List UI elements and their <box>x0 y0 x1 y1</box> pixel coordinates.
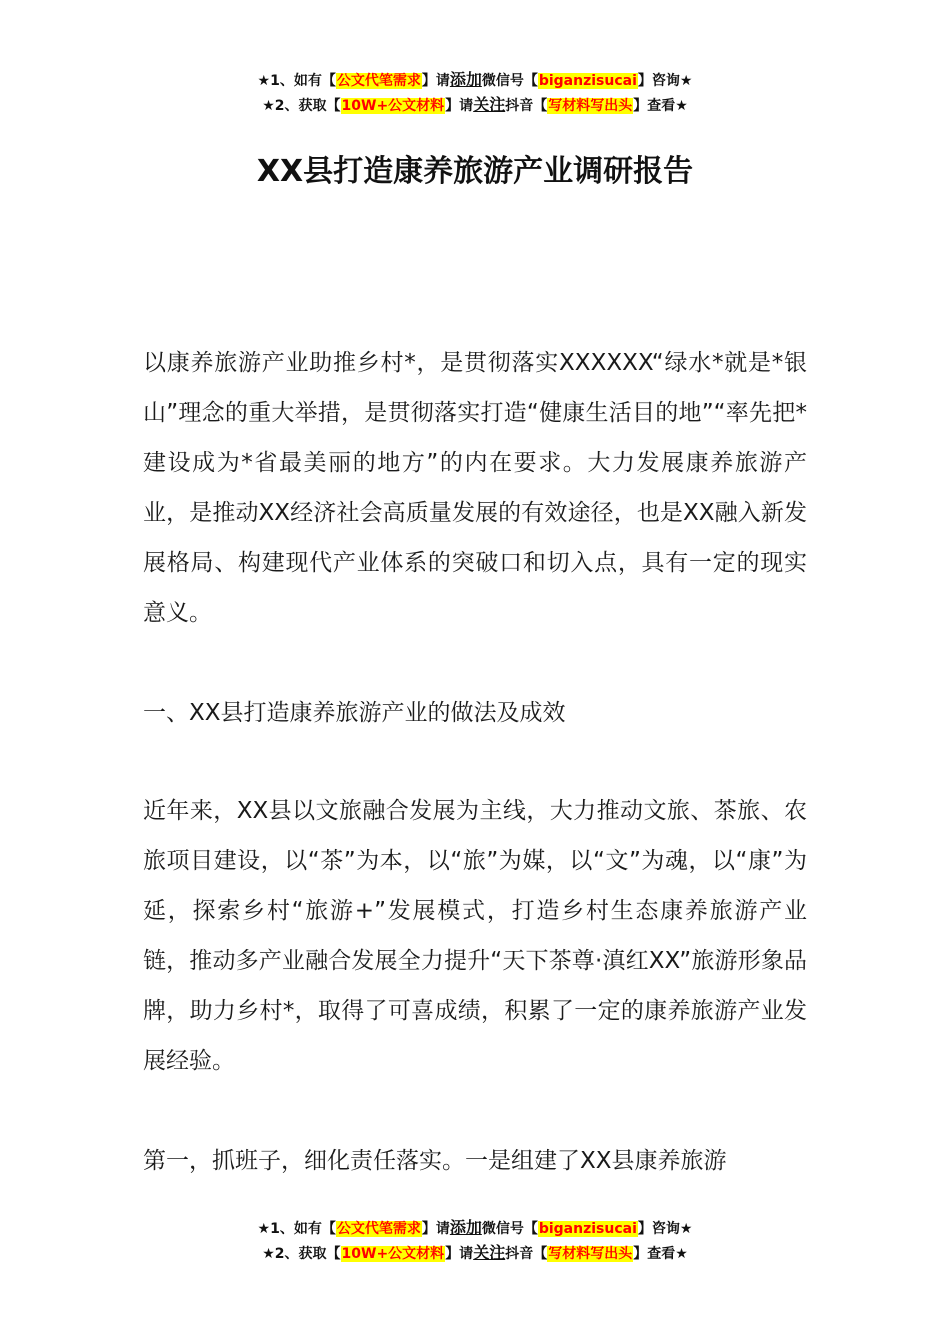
header-promo-banner <box>0 68 950 118</box>
footer-promo-banner <box>0 1216 950 1266</box>
promo-line-2: ★2、获取【10W+公文材料】请关注抖音【写材料写出头】查看★ <box>262 1243 688 1262</box>
promo-highlight: 10W+公文材料 <box>341 98 445 114</box>
document-title: XX县打造康养旅游产业调研报告 <box>256 154 694 189</box>
promo-douyin-id: 写材料写出头 <box>548 98 633 114</box>
paragraph-intro: 以康养旅游产业助推乡村*，是贯彻落实XXXXXX“绿水*就是*银山”理念的重大举措，是贯彻落实打造“健康生活目的地”“率先把*建设成为*省最美丽的地方”的内在要求。大力发展康养旅游产业，是推动XX经济社会高质量发展的有效途径，也是XX融入新发展格局、构建现代产业体系的突破口和切入点，具有一定的现实意义。 <box>143 350 807 626</box>
promo-highlight: 公文代笔需求 <box>336 73 421 89</box>
section-heading-1: 一、XX县打造康养旅游产业的做法及成效 <box>143 700 566 726</box>
promo-highlight: 10W+公文材料 <box>341 1246 445 1262</box>
promo-line-2: ★2、获取【10W+公文材料】请关注抖音【写材料写出头】查看★ <box>262 95 688 114</box>
promo-highlight: 公文代笔需求 <box>336 1221 421 1237</box>
promo-wechat-id: biganzisucai <box>538 73 637 89</box>
promo-line-1: ★1、如有【公文代笔需求】请添加微信号【biganzisucai】咨询★ <box>257 1218 693 1237</box>
paragraph-overview: 近年来，XX县以文旅融合发展为主线，大力推动文旅、茶旅、农旅项目建设，以“茶”为本，以“旅”为媒，以“文”为魂，以“康”为延，探索乡村“旅游+”发展模式，打造乡村生态康养旅游产业链，推动多产业融合发展全力提升“天下茶尊·滇红XX”旅游形象品牌，助力乡村*，取得了可喜成绩，积累了一定的康养旅游产业发展经验。 <box>143 798 807 1074</box>
promo-douyin-id: 写材料写出头 <box>548 1246 633 1262</box>
promo-line-1: ★1、如有【公文代笔需求】请添加微信号【biganzisucai】咨询★ <box>257 70 693 89</box>
promo-wechat-id: biganzisucai <box>538 1221 637 1237</box>
paragraph-first-point: 第一，抓班子，细化责任落实。一是组建了XX县康养旅游 <box>143 1148 727 1174</box>
